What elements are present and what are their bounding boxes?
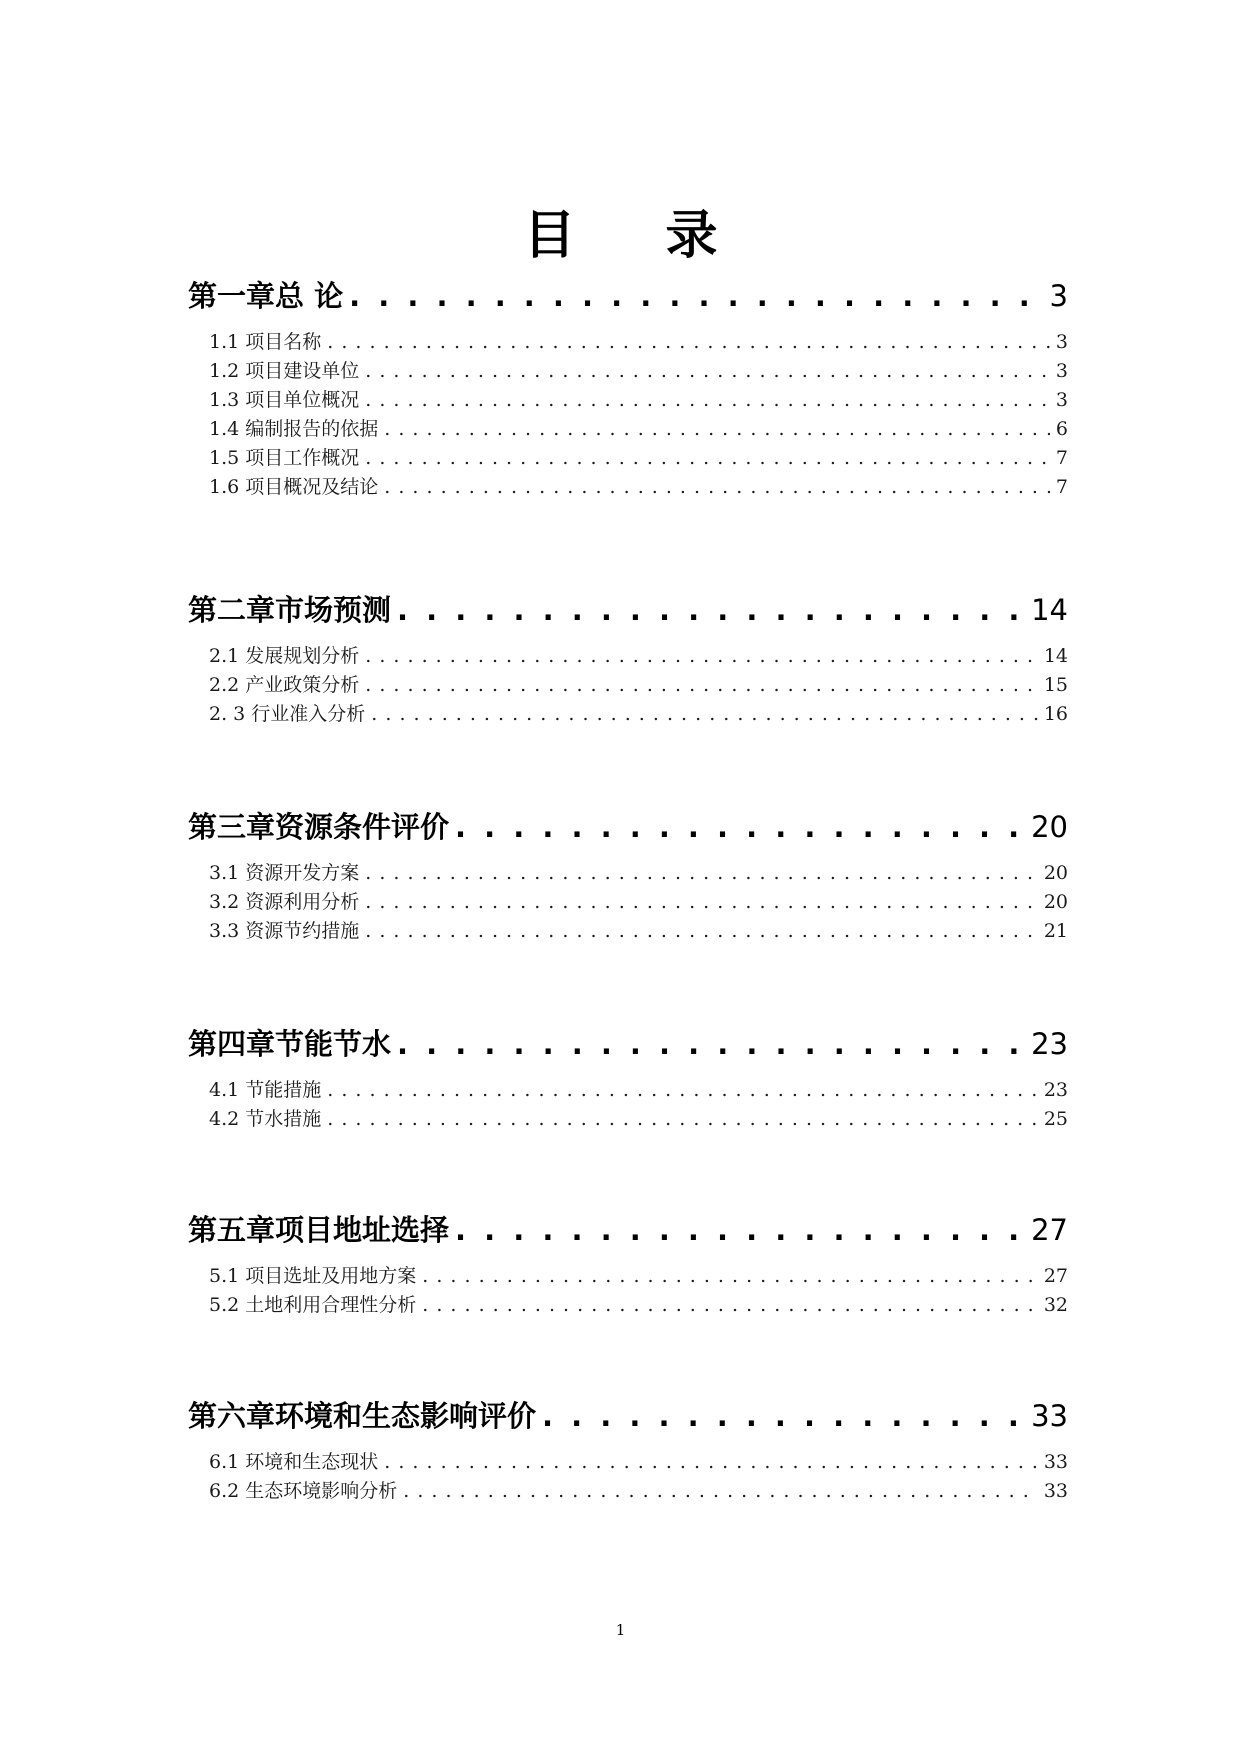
section-title: 2.1 发展规划分析	[209, 645, 360, 667]
chapter-label: 第五章	[188, 1213, 276, 1247]
dot-leader	[365, 671, 1038, 700]
dot-leader	[365, 917, 1038, 946]
toc-section[interactable]	[209, 700, 1068, 729]
toc-section[interactable]	[209, 328, 1068, 357]
section-list	[188, 859, 1068, 946]
dot-leader	[455, 1208, 1025, 1252]
toc-section[interactable]	[209, 1477, 1068, 1506]
chapter-title: 环境和生态影响评价	[275, 1399, 537, 1433]
toc-chapter-2	[188, 588, 1068, 729]
dot-leader	[349, 274, 1043, 318]
toc-section[interactable]	[209, 1262, 1068, 1291]
toc-chapter-4	[188, 1022, 1068, 1134]
chapter-title: 市场预测	[275, 593, 392, 627]
section-page-number: 21	[1043, 920, 1068, 942]
chapter-heading[interactable]	[188, 274, 1068, 318]
chapter-page-number: 23	[1031, 1027, 1068, 1061]
section-page-number: 20	[1043, 891, 1068, 913]
dot-leader	[327, 328, 1050, 357]
dot-leader	[397, 588, 1025, 632]
section-title: 1.5 项目工作概况	[209, 447, 360, 469]
chapter-page-number: 27	[1031, 1213, 1068, 1247]
section-title: 1.6 项目概况及结论	[209, 476, 379, 498]
section-title: 1.2 项目建设单位	[209, 360, 360, 382]
section-page-number: 3	[1055, 360, 1068, 382]
dot-leader	[422, 1291, 1038, 1320]
dot-leader	[542, 1394, 1025, 1438]
dot-leader	[403, 1477, 1038, 1506]
section-title: 5.1 项目选址及用地方案	[209, 1265, 417, 1287]
chapter-label: 第二章	[188, 593, 276, 627]
dot-leader	[365, 888, 1038, 917]
section-title: 1.4 编制报告的依据	[209, 418, 379, 440]
section-list	[188, 1448, 1068, 1506]
toc-chapter-1	[188, 274, 1068, 502]
chapter-page-number: 20	[1031, 810, 1068, 844]
toc-section[interactable]	[209, 1105, 1068, 1134]
toc-chapter-5	[188, 1208, 1068, 1320]
section-title: 2.2 产业政策分析	[209, 674, 360, 696]
toc-chapter-6	[188, 1394, 1068, 1506]
section-list	[188, 1262, 1068, 1320]
section-page-number: 16	[1043, 703, 1068, 725]
section-page-number: 14	[1043, 645, 1068, 667]
chapter-heading[interactable]	[188, 805, 1068, 849]
section-page-number: 33	[1043, 1451, 1068, 1473]
toc-section[interactable]	[209, 1448, 1068, 1477]
section-page-number: 7	[1055, 447, 1068, 469]
dot-leader	[371, 700, 1038, 729]
section-title: 3.1 资源开发方案	[209, 862, 360, 884]
chapter-label: 第六章	[188, 1399, 276, 1433]
section-title: 4.2 节水措施	[209, 1108, 322, 1130]
dot-leader	[455, 805, 1025, 849]
chapter-label: 第四章	[188, 1027, 276, 1061]
section-title: 1.1 项目名称	[209, 331, 322, 353]
toc-title: 目录	[523, 206, 808, 266]
toc-chapter-3	[188, 805, 1068, 946]
dot-leader	[327, 1105, 1038, 1134]
dot-leader	[397, 1022, 1025, 1066]
toc-section[interactable]	[209, 1291, 1068, 1320]
section-list	[188, 642, 1068, 729]
toc-section[interactable]	[209, 386, 1068, 415]
section-title: 1.3 项目单位概况	[209, 389, 360, 411]
section-title: 6.1 环境和生态现状	[209, 1451, 379, 1473]
section-title: 6.2 生态环境影响分析	[209, 1480, 398, 1502]
chapter-title: 项目地址选择	[275, 1213, 450, 1247]
toc-section[interactable]	[209, 642, 1068, 671]
chapter-title: 总 论	[275, 279, 344, 313]
dot-leader	[422, 1262, 1038, 1291]
section-page-number: 3	[1055, 331, 1068, 353]
chapter-title: 资源条件评价	[275, 810, 450, 844]
toc-section[interactable]	[209, 1076, 1068, 1105]
section-page-number: 23	[1043, 1079, 1068, 1101]
section-list	[188, 1076, 1068, 1134]
toc-section[interactable]	[209, 888, 1068, 917]
chapter-heading[interactable]	[188, 1022, 1068, 1066]
chapter-page-number: 3	[1049, 279, 1068, 313]
section-title: 2. 3 行业准入分析	[209, 703, 366, 725]
toc-section[interactable]	[209, 473, 1068, 502]
dot-leader	[384, 415, 1050, 444]
section-title: 4.1 节能措施	[209, 1079, 322, 1101]
section-title: 3.3 资源节约措施	[209, 920, 360, 942]
section-page-number: 6	[1055, 418, 1068, 440]
chapter-label: 第三章	[188, 810, 276, 844]
dot-leader	[384, 1448, 1038, 1477]
section-page-number: 3	[1055, 389, 1068, 411]
section-title: 3.2 资源利用分析	[209, 891, 360, 913]
section-page-number: 32	[1043, 1294, 1068, 1316]
section-page-number: 7	[1055, 476, 1068, 498]
dot-leader	[327, 1076, 1038, 1105]
section-page-number: 25	[1043, 1108, 1068, 1130]
toc-section[interactable]	[209, 415, 1068, 444]
chapter-title: 节能节水	[275, 1027, 392, 1061]
section-page-number: 15	[1043, 674, 1068, 696]
toc-section[interactable]	[209, 671, 1068, 700]
dot-leader	[365, 642, 1038, 671]
dot-leader	[365, 859, 1038, 888]
dot-leader	[365, 386, 1050, 415]
chapter-heading[interactable]	[188, 588, 1068, 632]
section-page-number: 20	[1043, 862, 1068, 884]
chapter-page-number: 14	[1031, 593, 1068, 627]
toc-section[interactable]	[209, 444, 1068, 473]
dot-leader	[365, 357, 1050, 386]
dot-leader	[384, 473, 1050, 502]
toc-section[interactable]	[209, 357, 1068, 386]
toc-section[interactable]	[209, 859, 1068, 888]
chapter-heading[interactable]	[188, 1394, 1068, 1438]
toc-section[interactable]	[209, 917, 1068, 946]
section-title: 5.2 土地利用合理性分析	[209, 1294, 417, 1316]
dot-leader	[365, 444, 1050, 473]
section-page-number: 27	[1043, 1265, 1068, 1287]
footer-page-number: 1	[615, 1621, 626, 1639]
chapter-label: 第一章	[188, 279, 276, 313]
section-page-number: 33	[1043, 1480, 1068, 1502]
chapter-heading[interactable]	[188, 1208, 1068, 1252]
chapter-page-number: 33	[1031, 1399, 1068, 1433]
section-list	[188, 328, 1068, 502]
